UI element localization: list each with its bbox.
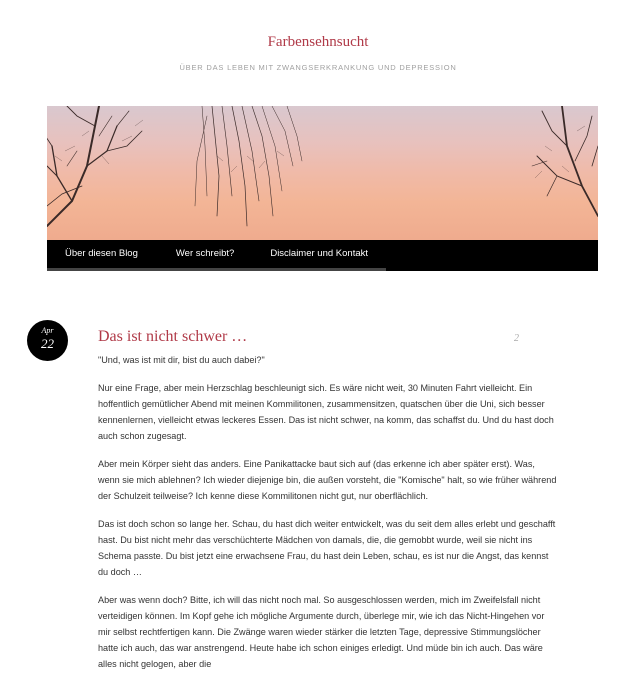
site-tagline: ÜBER DAS LEBEN MIT ZWANGSERKRANKUNG UND DEPRESSION: [179, 63, 457, 72]
tree-branches-silhouette: [47, 106, 598, 240]
header-image: [47, 106, 598, 240]
post-title[interactable]: Das ist nicht schwer …: [98, 328, 248, 345]
nav-item-who-writes[interactable]: Wer schreibt?: [158, 240, 252, 271]
nav-item-disclaimer-contact[interactable]: Disclaimer und Kontakt: [252, 240, 386, 271]
nav-item-about-blog[interactable]: Über diesen Blog: [47, 240, 158, 271]
post-date-badge[interactable]: [27, 320, 68, 361]
comment-count-link[interactable]: 2: [514, 333, 519, 344]
post-paragraph: Nur eine Frage, aber mein Herzschlag beschleunigt sich. Es wäre nicht weit, 30 Minuten Fahrt vielleicht. Ein hoffentlich gemütlicher Abend mit meinen Kommilitonen, zusammensitzen, quatschen über die Uni, sich besser kennenlernen, vielleicht etwas leckeres Essen. Das ist nicht schwer, na komm, das schaffst du. Und du hast doch auch schon zugesagt.: [98, 383, 554, 441]
main-navigation: [47, 240, 598, 271]
post-content: [98, 352, 558, 684]
post-paragraph: "Und, was ist mit dir, bist du auch dabei?": [98, 355, 265, 365]
site-title[interactable]: Farbensehnsucht: [267, 34, 369, 50]
post-paragraph: Das ist doch schon so lange her. Schau, du hast dich weiter entwickelt, was du seit dem alles erlebt und geschafft hast. Du bist nicht mehr das verschüchterte Mädchen von damals, die, die gemobbt wurde, weil sie nicht ins Schema passte. Du bist jetzt eine erwachsene Frau, du hast dein Leben, schau, es ist nur die Angst, das kennst du doch …: [98, 519, 556, 577]
post-date-month: Apr: [41, 326, 54, 335]
post-date-day: 22: [41, 336, 54, 351]
post-paragraph: Aber mein Körper sieht das anders. Eine Panikattacke baut sich auf (das erkenne ich aber später erst). Was, wenn sie mich ablehnen? Ich wieder diejenige bin, die außen vorsteht, die "Komische" halt, so wie früher während der Schulzeit teilweise? Ich kenne diese Kommilitonen nicht gut, nur oberflächlich.: [98, 459, 557, 501]
post-paragraph: Aber was wenn doch? Bitte, ich will das nicht noch mal. So ausgeschlossen werden, mich im Zweifelsfall nicht verteidigen können. Im Kopf gehe ich mögliche Argumente durch, überlege mir, wie ich das Nicht-Hingehen vor mir selbst rechtfertigen kann. Die Zwänge waren wieder stärker die letzten Tage, depressive Stimmungslöcher hatte ich auch, das war anstrengend. Heute habe ich schon einiges erledigt. Und müde bin ich auch. Das wäre alles nicht gelogen, aber die: [98, 595, 545, 669]
